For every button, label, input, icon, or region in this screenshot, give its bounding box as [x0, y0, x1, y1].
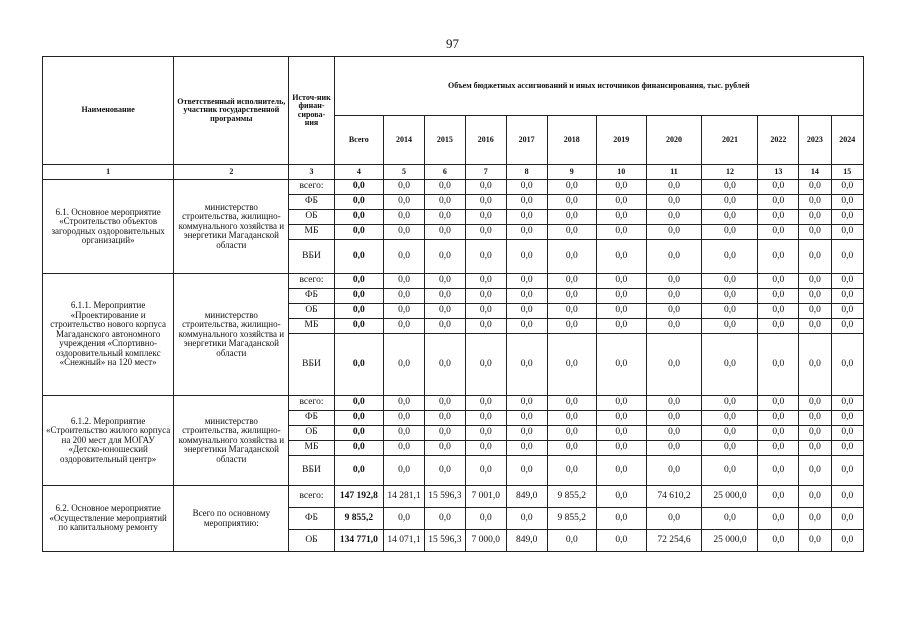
total-value: 0,0 — [334, 180, 383, 195]
year-value: 0,0 — [597, 180, 646, 195]
year-value: 0,0 — [831, 530, 863, 552]
column-number: 11 — [646, 165, 702, 180]
header-year: 2018 — [547, 116, 596, 165]
funding-source: ОБ — [289, 210, 334, 225]
year-value: 0,0 — [646, 334, 702, 396]
year-value: 0,0 — [424, 304, 465, 319]
year-value: 0,0 — [831, 274, 863, 289]
year-value: 0,0 — [424, 456, 465, 486]
year-value: 849,0 — [506, 486, 547, 508]
year-value: 15 596,3 — [424, 530, 465, 552]
year-value: 0,0 — [506, 274, 547, 289]
year-value: 0,0 — [547, 180, 596, 195]
funding-source: ФБ — [289, 195, 334, 210]
year-value: 0,0 — [465, 210, 506, 225]
year-value: 0,0 — [646, 195, 702, 210]
funding-source: ВБИ — [289, 334, 334, 396]
year-value: 0,0 — [465, 225, 506, 240]
year-value: 0,0 — [758, 411, 799, 426]
funding-source: ВБИ — [289, 240, 334, 274]
year-value: 0,0 — [424, 441, 465, 456]
year-value: 0,0 — [758, 210, 799, 225]
funding-source: МБ — [289, 441, 334, 456]
year-value: 0,0 — [384, 274, 425, 289]
year-value: 0,0 — [384, 426, 425, 441]
year-value: 0,0 — [465, 274, 506, 289]
header-funding: Объем бюджетных ассигнований и иных источников финансирования, тыс. рублей — [334, 57, 863, 116]
column-number: 6 — [424, 165, 465, 180]
year-value: 0,0 — [506, 240, 547, 274]
activity-name: 6.1.1. Мероприятие «Проектирование и строительство нового корпуса Магаданского автономного учреждения «Спортивно-оздоровительный комплекс «Снежный» на 120 мест» — [43, 274, 174, 396]
year-value: 0,0 — [646, 441, 702, 456]
year-value: 0,0 — [547, 225, 596, 240]
funding-source: ОБ — [289, 304, 334, 319]
table-row — [43, 396, 864, 411]
year-value: 0,0 — [831, 319, 863, 334]
year-value: 0,0 — [799, 530, 831, 552]
year-value: 0,0 — [702, 334, 758, 396]
year-value: 0,0 — [597, 508, 646, 530]
year-value: 0,0 — [424, 225, 465, 240]
year-value: 0,0 — [424, 289, 465, 304]
responsible-executor: Всего по основному мероприятию: — [174, 486, 289, 552]
page-number: 97 — [446, 36, 459, 51]
year-value: 0,0 — [758, 225, 799, 240]
year-value: 0,0 — [597, 456, 646, 486]
year-value: 15 596,3 — [424, 486, 465, 508]
year-value: 0,0 — [758, 274, 799, 289]
year-value: 0,0 — [799, 396, 831, 411]
year-value: 0,0 — [597, 304, 646, 319]
year-value: 0,0 — [799, 304, 831, 319]
year-value: 0,0 — [547, 441, 596, 456]
year-value: 0,0 — [547, 319, 596, 334]
year-value: 0,0 — [597, 530, 646, 552]
funding-source: ВБИ — [289, 456, 334, 486]
year-value: 0,0 — [799, 334, 831, 396]
year-value: 0,0 — [597, 195, 646, 210]
year-value: 0,0 — [424, 319, 465, 334]
year-value: 0,0 — [702, 508, 758, 530]
year-value: 0,0 — [646, 411, 702, 426]
year-value: 0,0 — [547, 456, 596, 486]
header-year: 2016 — [465, 116, 506, 165]
year-value: 0,0 — [799, 180, 831, 195]
column-number: 4 — [334, 165, 383, 180]
year-value: 0,0 — [831, 225, 863, 240]
year-value: 0,0 — [506, 508, 547, 530]
year-value: 25 000,0 — [702, 486, 758, 508]
year-value: 0,0 — [506, 225, 547, 240]
year-value: 0,0 — [831, 210, 863, 225]
year-value: 0,0 — [547, 274, 596, 289]
activity-name: 6.1. Основное мероприятие «Строительство объектов загородных оздоровительных организаций» — [43, 180, 174, 274]
year-value: 0,0 — [646, 289, 702, 304]
year-value: 14 071,1 — [384, 530, 425, 552]
year-value: 0,0 — [465, 180, 506, 195]
year-value: 0,0 — [384, 334, 425, 396]
funding-source: всего: — [289, 274, 334, 289]
header-year: 2014 — [384, 116, 425, 165]
total-value: 0,0 — [334, 210, 383, 225]
year-value: 0,0 — [758, 334, 799, 396]
year-value: 7 000,0 — [465, 530, 506, 552]
year-value: 0,0 — [758, 456, 799, 486]
year-value: 0,0 — [597, 225, 646, 240]
year-value: 0,0 — [547, 426, 596, 441]
year-value: 0,0 — [646, 508, 702, 530]
year-value: 0,0 — [702, 441, 758, 456]
responsible-executor: министерство строительства, жилищно-коммунального хозяйства и энергетики Магаданской области — [174, 180, 289, 274]
year-value: 0,0 — [646, 180, 702, 195]
year-value: 0,0 — [758, 180, 799, 195]
total-value: 0,0 — [334, 274, 383, 289]
year-value: 0,0 — [547, 289, 596, 304]
year-value: 0,0 — [506, 180, 547, 195]
year-value: 0,0 — [384, 240, 425, 274]
year-value: 0,0 — [799, 225, 831, 240]
year-value: 0,0 — [702, 456, 758, 486]
year-value: 0,0 — [702, 304, 758, 319]
total-value: 0,0 — [334, 441, 383, 456]
header-total: Всего — [334, 116, 383, 165]
year-value: 0,0 — [384, 225, 425, 240]
year-value: 0,0 — [597, 396, 646, 411]
funding-source: МБ — [289, 319, 334, 334]
funding-source: всего: — [289, 396, 334, 411]
year-value: 0,0 — [702, 426, 758, 441]
total-value: 0,0 — [334, 426, 383, 441]
year-value: 0,0 — [646, 396, 702, 411]
funding-source: всего: — [289, 486, 334, 508]
year-value: 0,0 — [758, 289, 799, 304]
header-year: 2022 — [758, 116, 799, 165]
year-value: 0,0 — [384, 508, 425, 530]
year-value: 0,0 — [758, 319, 799, 334]
year-value: 0,0 — [597, 426, 646, 441]
column-number: 2 — [174, 165, 289, 180]
total-value: 0,0 — [334, 396, 383, 411]
year-value: 72 254,6 — [646, 530, 702, 552]
year-value: 0,0 — [506, 195, 547, 210]
year-value: 0,0 — [547, 530, 596, 552]
year-value: 0,0 — [758, 508, 799, 530]
year-value: 0,0 — [506, 210, 547, 225]
year-value: 0,0 — [831, 334, 863, 396]
column-number: 15 — [831, 165, 863, 180]
year-value: 0,0 — [799, 456, 831, 486]
year-value: 0,0 — [465, 441, 506, 456]
column-number: 7 — [465, 165, 506, 180]
year-value: 25 000,0 — [702, 530, 758, 552]
year-value: 0,0 — [424, 180, 465, 195]
funding-source: ОБ — [289, 530, 334, 552]
total-value: 147 192,8 — [334, 486, 383, 508]
year-value: 0,0 — [702, 210, 758, 225]
year-value: 0,0 — [597, 289, 646, 304]
header-year: 2021 — [702, 116, 758, 165]
year-value: 0,0 — [597, 274, 646, 289]
total-value: 0,0 — [334, 319, 383, 334]
year-value: 0,0 — [465, 411, 506, 426]
year-value: 0,0 — [506, 441, 547, 456]
year-value: 0,0 — [831, 180, 863, 195]
total-value: 0,0 — [334, 456, 383, 486]
table-row — [43, 274, 864, 289]
year-value: 0,0 — [384, 210, 425, 225]
year-value: 0,0 — [799, 426, 831, 441]
year-value: 0,0 — [831, 411, 863, 426]
year-value: 0,0 — [799, 508, 831, 530]
year-value: 0,0 — [646, 456, 702, 486]
year-value: 0,0 — [465, 396, 506, 411]
table-row — [43, 180, 864, 195]
total-value: 0,0 — [334, 289, 383, 304]
column-number: 10 — [597, 165, 646, 180]
year-value: 0,0 — [465, 240, 506, 274]
year-value: 0,0 — [702, 274, 758, 289]
column-number: 12 — [702, 165, 758, 180]
year-value: 0,0 — [384, 180, 425, 195]
year-value: 0,0 — [424, 396, 465, 411]
year-value: 0,0 — [506, 289, 547, 304]
year-value: 0,0 — [384, 456, 425, 486]
year-value: 0,0 — [424, 334, 465, 396]
year-value: 0,0 — [597, 486, 646, 508]
year-value: 9 855,2 — [547, 486, 596, 508]
total-value: 0,0 — [334, 304, 383, 319]
year-value: 0,0 — [465, 334, 506, 396]
activity-name: 6.1.2. Мероприятие «Строительство жилого корпуса на 200 мест для МОГАУ «Детско-юношеский оздоровительный центр» — [43, 396, 174, 486]
table-body — [43, 180, 864, 552]
header-year: 2017 — [506, 116, 547, 165]
column-number: 13 — [758, 165, 799, 180]
year-value: 0,0 — [465, 319, 506, 334]
year-value: 0,0 — [547, 210, 596, 225]
year-value: 0,0 — [758, 486, 799, 508]
year-value: 0,0 — [547, 304, 596, 319]
year-value: 0,0 — [646, 274, 702, 289]
year-value: 0,0 — [799, 486, 831, 508]
year-value: 7 001,0 — [465, 486, 506, 508]
year-value: 0,0 — [758, 441, 799, 456]
total-value: 0,0 — [334, 334, 383, 396]
responsible-executor: министерство строительства, жилищно-коммунального хозяйства и энергетики Магаданской области — [174, 274, 289, 396]
year-value: 0,0 — [831, 456, 863, 486]
year-value: 0,0 — [384, 289, 425, 304]
year-value: 0,0 — [506, 456, 547, 486]
year-value: 0,0 — [702, 396, 758, 411]
year-value: 0,0 — [831, 289, 863, 304]
year-value: 0,0 — [831, 508, 863, 530]
header-year: 2015 — [424, 116, 465, 165]
year-value: 0,0 — [424, 508, 465, 530]
header-year: 2024 — [831, 116, 863, 165]
year-value: 0,0 — [547, 396, 596, 411]
header-name: Наименование — [43, 57, 174, 165]
year-value: 0,0 — [831, 396, 863, 411]
year-value: 0,0 — [424, 274, 465, 289]
funding-source: ФБ — [289, 411, 334, 426]
column-number: 14 — [799, 165, 831, 180]
year-value: 0,0 — [702, 225, 758, 240]
year-value: 0,0 — [597, 411, 646, 426]
column-number: 8 — [506, 165, 547, 180]
year-value: 0,0 — [799, 195, 831, 210]
funding-source: МБ — [289, 225, 334, 240]
funding-source: ФБ — [289, 289, 334, 304]
year-value: 0,0 — [465, 195, 506, 210]
budget-table — [42, 56, 864, 552]
year-value: 0,0 — [646, 304, 702, 319]
year-value: 0,0 — [597, 210, 646, 225]
year-value: 0,0 — [465, 426, 506, 441]
year-value: 0,0 — [831, 304, 863, 319]
year-value: 849,0 — [506, 530, 547, 552]
year-value: 0,0 — [799, 319, 831, 334]
year-value: 0,0 — [702, 411, 758, 426]
year-value: 0,0 — [758, 396, 799, 411]
total-value: 0,0 — [334, 240, 383, 274]
year-value: 0,0 — [547, 411, 596, 426]
year-value: 0,0 — [702, 180, 758, 195]
year-value: 0,0 — [758, 304, 799, 319]
table-row — [43, 486, 864, 508]
year-value: 0,0 — [506, 411, 547, 426]
year-value: 0,0 — [547, 334, 596, 396]
year-value: 0,0 — [424, 210, 465, 225]
column-number: 1 — [43, 165, 174, 180]
year-value: 0,0 — [506, 334, 547, 396]
total-value: 0,0 — [334, 195, 383, 210]
header-year: 2023 — [799, 116, 831, 165]
funding-source: ОБ — [289, 426, 334, 441]
year-value: 0,0 — [831, 426, 863, 441]
year-value: 9 855,2 — [547, 508, 596, 530]
year-value: 0,0 — [597, 240, 646, 274]
year-value: 0,0 — [799, 441, 831, 456]
year-value: 0,0 — [384, 195, 425, 210]
total-value: 0,0 — [334, 225, 383, 240]
header-year: 2020 — [646, 116, 702, 165]
year-value: 0,0 — [465, 456, 506, 486]
year-value: 0,0 — [506, 396, 547, 411]
year-value: 0,0 — [597, 441, 646, 456]
year-value: 0,0 — [384, 304, 425, 319]
year-value: 0,0 — [831, 486, 863, 508]
funding-source: ФБ — [289, 508, 334, 530]
year-value: 0,0 — [424, 240, 465, 274]
year-value: 0,0 — [702, 240, 758, 274]
year-value: 0,0 — [799, 274, 831, 289]
year-value: 0,0 — [758, 195, 799, 210]
year-value: 0,0 — [465, 304, 506, 319]
year-value: 0,0 — [424, 411, 465, 426]
total-value: 9 855,2 — [334, 508, 383, 530]
year-value: 0,0 — [465, 508, 506, 530]
year-value: 0,0 — [799, 411, 831, 426]
year-value: 0,0 — [465, 289, 506, 304]
year-value: 0,0 — [597, 334, 646, 396]
year-value: 0,0 — [799, 289, 831, 304]
year-value: 0,0 — [758, 530, 799, 552]
funding-source: всего: — [289, 180, 334, 195]
header-year: 2019 — [597, 116, 646, 165]
year-value: 0,0 — [646, 319, 702, 334]
year-value: 0,0 — [384, 396, 425, 411]
year-value: 0,0 — [646, 240, 702, 274]
year-value: 0,0 — [384, 319, 425, 334]
year-value: 0,0 — [646, 426, 702, 441]
year-value: 0,0 — [831, 240, 863, 274]
year-value: 74 610,2 — [646, 486, 702, 508]
year-value: 14 281,1 — [384, 486, 425, 508]
header-executor: Ответственный исполнитель, участник государственной программы — [174, 57, 289, 165]
year-value: 0,0 — [799, 240, 831, 274]
year-value: 0,0 — [702, 289, 758, 304]
total-value: 134 771,0 — [334, 530, 383, 552]
year-value: 0,0 — [702, 195, 758, 210]
column-number: 9 — [547, 165, 596, 180]
year-value: 0,0 — [758, 240, 799, 274]
year-value: 0,0 — [831, 195, 863, 210]
year-value: 0,0 — [646, 225, 702, 240]
year-value: 0,0 — [547, 195, 596, 210]
year-value: 0,0 — [799, 210, 831, 225]
year-value: 0,0 — [424, 426, 465, 441]
year-value: 0,0 — [424, 195, 465, 210]
year-value: 0,0 — [506, 426, 547, 441]
total-value: 0,0 — [334, 411, 383, 426]
responsible-executor: министерство строительства, жилищно-коммунального хозяйства и энергетики Магаданской области — [174, 396, 289, 486]
year-value: 0,0 — [547, 240, 596, 274]
year-value: 0,0 — [384, 411, 425, 426]
year-value: 0,0 — [597, 319, 646, 334]
year-value: 0,0 — [702, 319, 758, 334]
activity-name: 6.2. Основное мероприятие «Осуществление мероприятий по капитальному ремонту — [43, 486, 174, 552]
year-value: 0,0 — [384, 441, 425, 456]
year-value: 0,0 — [646, 210, 702, 225]
year-value: 0,0 — [506, 304, 547, 319]
year-value: 0,0 — [506, 319, 547, 334]
column-number: 5 — [384, 165, 425, 180]
header-source: Источ-ник финан-сирова-ния — [289, 57, 334, 165]
year-value: 0,0 — [758, 426, 799, 441]
year-value: 0,0 — [831, 441, 863, 456]
column-number: 3 — [289, 165, 334, 180]
